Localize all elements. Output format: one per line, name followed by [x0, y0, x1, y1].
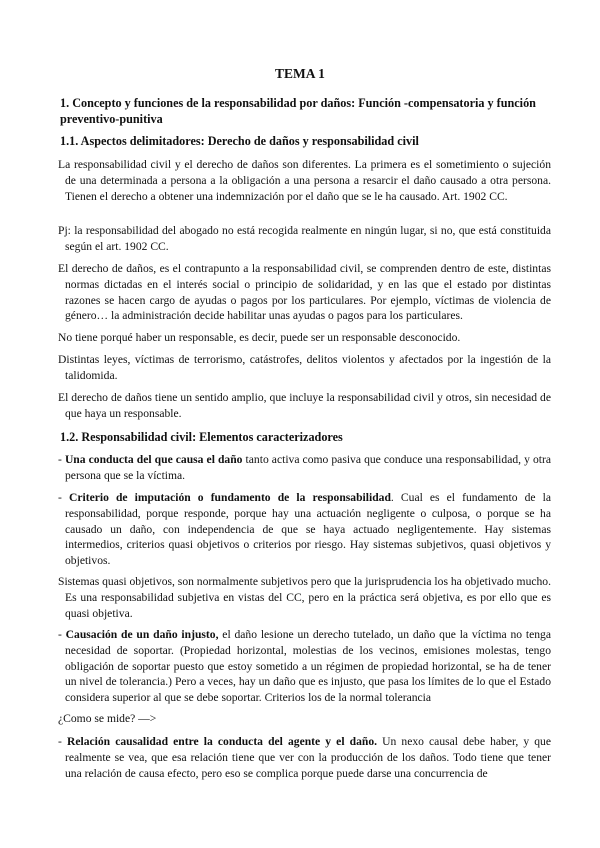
list-item-term: Una conducta del que causa el daño: [64, 453, 243, 466]
section-heading-1: [60, 96, 548, 127]
section-title: Concepto y funciones de la responsabilidad por daños: Función -compensatoria y función preventivo-punitiva: [60, 96, 536, 126]
paragraph: Sistemas quasi objetivos, son normalmente subjetivos pero que la jurisprudencia los ha objetivado mucho. Es una responsabilidad subjetiva en vistas del CC, pero en la práctica será objetiva, es por ello que es quasi objetiva.: [58, 575, 551, 620]
list-dash: -: [58, 453, 65, 466]
list-item: [58, 734, 551, 781]
section-number: 1.: [60, 96, 70, 110]
list-item-text: . Cual es el fundamento de la responsabilidad, porque responde, porque hay una actuación negligente o culposa, o porque se ha causado un daño, con independencia de que se haya actuado negligentemente. Hay sistemas intermedios, criterios quasi objetivos o criterios por riesgo. Hay sistemas subjetivos, quasi objetivos y objetivos.: [65, 491, 552, 568]
list-item: [58, 490, 551, 569]
list-dash: -: [58, 491, 69, 504]
list-item-text: Un nexo causal debe haber, y que realmente se vea, que esa relación tiene que ver con la producción de los daños. Todo tiene que tener una relación de causa efecto, pero eso se complica porque puede darse una concurrencia de: [65, 735, 551, 780]
paragraph: El derecho de daños tiene un sentido amplio, que incluye la responsabilidad civil y otros, sin necesidad de que haya un responsable.: [58, 391, 551, 420]
list-item-term: Causación de un daño injusto,: [65, 628, 219, 641]
subsection-heading-1-1: 1.1. Aspectos delimitadores: Derecho de daños y responsabilidad civil: [60, 134, 419, 148]
subsection-heading-1-2: 1.2. Responsabilidad civil: Elementos caracterizadores: [60, 430, 343, 444]
paragraph: Distintas leyes, víctimas de terrorismo, catástrofes, delitos violentos y afectados por la ingestión de la talidomida.: [58, 353, 551, 382]
list-item-text: tanto activa como pasiva que conduce una responsabilidad, y otra persona que se la víctima.: [65, 453, 552, 482]
paragraph: Pj: la responsabilidad del abogado no está recogida realmente en ningún lugar, si no, que está constituida según el art. 1902 CC.: [58, 224, 551, 253]
list-item: [58, 627, 551, 706]
paragraph: No tiene porqué haber un responsable, es decir, puede ser un responsable desconocido.: [58, 331, 461, 344]
paragraph: El derecho de daños, es el contrapunto a la responsabilidad civil, se comprenden dentro de este, distintas normas dictadas en el interés social o principio de solidaridad, y en las que el estado por distintas razones se hacen cargo de ayudas o pagos por los particulares. Por ejemplo, víctimas de violencia de género… la administración decide habilitar unas ayudas o pagos para los particulares.: [58, 262, 551, 323]
list-item: [58, 452, 551, 484]
list-dash: -: [58, 735, 67, 748]
list-dash: -: [58, 628, 66, 641]
paragraph: ¿Como se mide? —>: [58, 712, 157, 725]
list-item-text: el daño lesione un derecho tutelado, un daño que la víctima no tenga necesidad de soportar. (Propiedad horizontal, molestias de los vecinos, emisiones molestas, tengo obligación de soportar puesto que estoy sometido a un régimen de propiedad horizontal, se ha de tener un nivel de tolerancia.) Pero a veces, hay un daño que es injusto, que pasa los límites de lo que el Estado considera superior al que se debe soportar. Criterios los de la normal tolerancia: [65, 628, 551, 705]
list-item-term: Relación causalidad entre la conducta del agente y el daño.: [66, 735, 378, 748]
document-title: TEMA 1: [275, 66, 325, 81]
list-item-term: Criterio de imputación o fundamento de la responsabilidad: [68, 491, 391, 504]
paragraph: La responsabilidad civil y el derecho de daños son diferentes. La primera es el sometimiento o sujeción de una determinada a persona a la obligación a una persona a resarcir el daño causado a otra persona. Tienen el derecho a obtener una indemnización por el daño que se le ha causado. Art. 1902 CC.: [58, 158, 551, 203]
